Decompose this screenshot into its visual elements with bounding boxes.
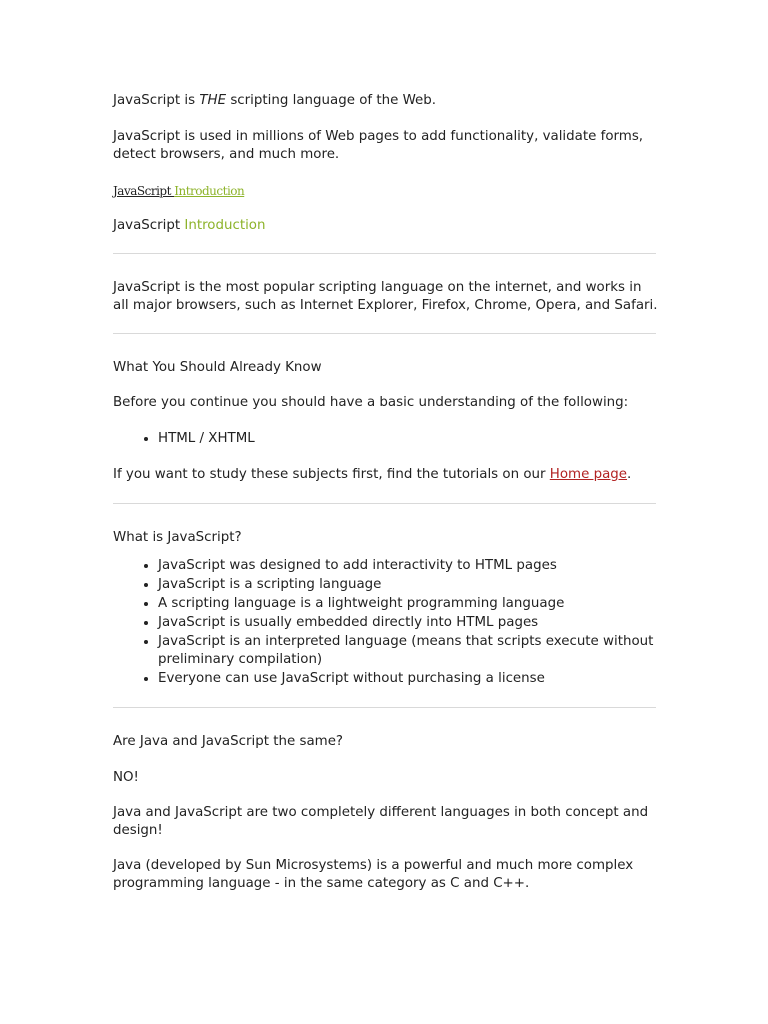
section4-title: Are Java and JavaScript the same? [113,734,344,749]
section3-title: What is JavaScript? [113,530,242,545]
large-heading-introduction: Introduction [184,218,266,233]
introduction-link[interactable]: Introduction [174,184,245,198]
section2-title: What You Should Already Know [113,360,322,375]
separator-3 [113,503,656,504]
section4-answer: NO! [113,770,139,785]
large-heading-word: JavaScript [113,218,185,233]
closing-period: . [627,467,632,482]
prerequisite-list [113,429,658,448]
intro-paragraph-1 [113,92,658,110]
section2-closing [113,466,658,484]
home-page-link[interactable]: Home page [549,467,628,482]
separator-2 [113,333,656,334]
closing-text: If you want to study these subjects first, find the tutorials on our [113,467,550,482]
intro-text: JavaScript is [113,93,200,108]
list-item: • JavaScript is usually embedded directly into HTML pages [158,613,658,632]
large-heading [113,217,658,235]
list-item: • HTML / XHTML [158,429,658,448]
what-is-javascript-list [113,556,658,688]
list-item: • A scripting language is a lightweight programming language [158,594,658,613]
section2-lead: Before you continue you should have a basic understanding of the following: [113,395,629,410]
intro-text-end: scripting language of the Web. [226,93,437,108]
section4-paragraph-2: Java (developed by Sun Microsystems) is a powerful and much more complex programming language - in the same category as C and C++. [113,858,634,891]
separator-1 [113,253,656,254]
list-item: • Everyone can use JavaScript without purchasing a license [158,669,658,688]
list-item: • JavaScript is a scripting language [158,575,658,594]
emphasis-the: THE [199,93,227,108]
intro-paragraph-2: JavaScript is used in millions of Web pages to add functionality, validate forms, detect browsers, and much more. [113,129,644,162]
section1-paragraph: JavaScript is the most popular scripting language on the internet, and works in all major browsers, such as Internet Explorer, Firefox, Chrome, Opera, and Safari. [113,280,658,313]
small-heading-word: JavaScript [113,184,175,198]
list-item: • JavaScript was designed to add interactivity to HTML pages [158,556,658,575]
separator-4 [113,707,656,708]
small-heading [113,182,658,200]
document-content [113,92,658,893]
list-item: • JavaScript is an interpreted language (means that scripts execute without preliminary compilation) [158,632,658,669]
section4-paragraph-1: Java and JavaScript are two completely different languages in both concept and design! [113,805,649,838]
